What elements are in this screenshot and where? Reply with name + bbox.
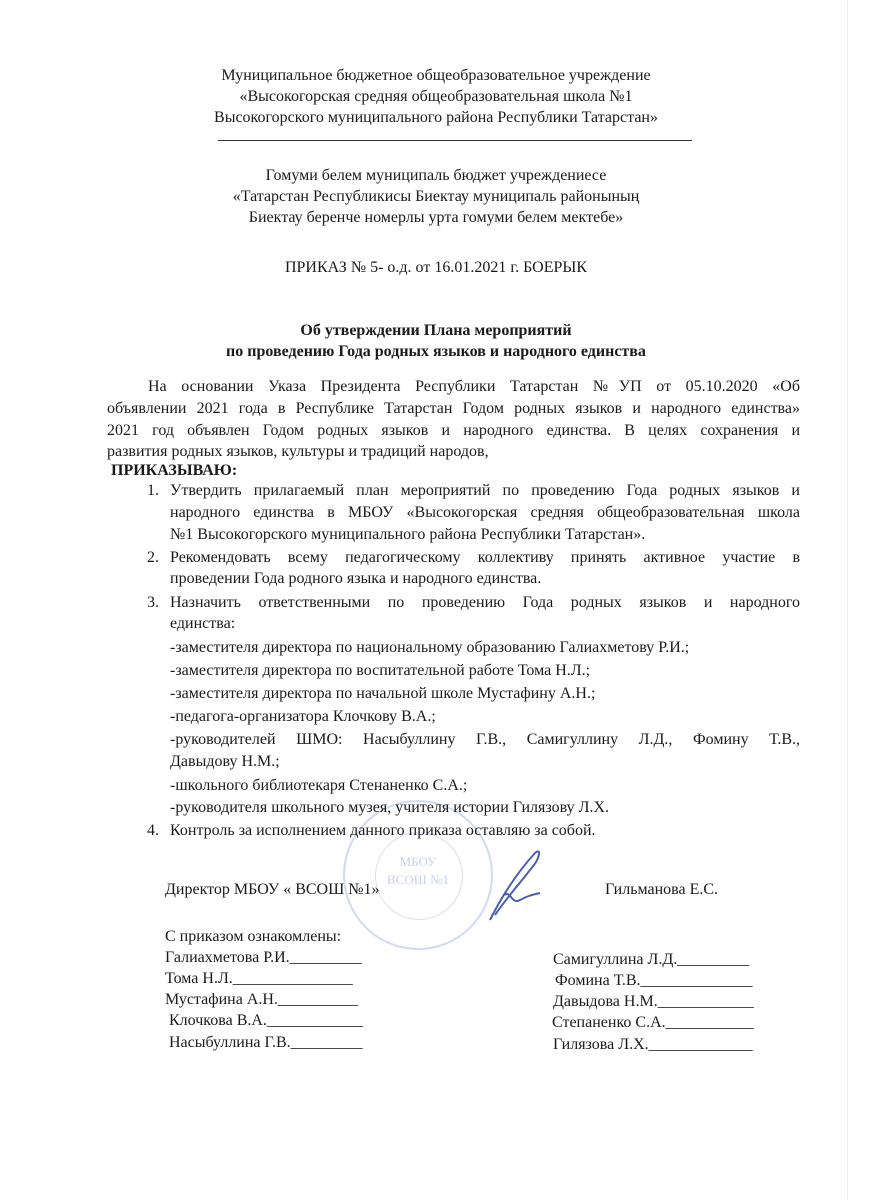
item-line: единства:	[170, 615, 236, 632]
item-line: -педагога-организатора Клочкову В.А.;	[170, 708, 436, 725]
item-line: -руководителя школьного музея, учителя истории Гилязову Л.Х.	[170, 799, 609, 816]
preamble-line: развития родных языков, культуры и традиций народов,	[107, 443, 489, 460]
acquainted-left: Клочкова В.А.____________	[169, 1012, 363, 1029]
director-signature	[480, 845, 560, 925]
acquainted-left: Мустафина А.Н.__________	[165, 991, 358, 1008]
item-line: Назначить ответственными по проведению Года родных языков и народного	[170, 594, 800, 611]
item-number: 2.	[147, 549, 159, 566]
stamp-text: МБОУ	[399, 854, 437, 869]
header-line: Муниципальное бюджетное общеобразовательное учреждение	[221, 67, 651, 84]
item-line: -заместителя директора по начальной школе Мустафину А.Н.;	[170, 685, 596, 702]
director-name: Гильманова Е.С.	[605, 881, 719, 898]
acquainted-right: Гилязова Л.Х._____________	[553, 1036, 753, 1053]
header-line-tt: Биектау беренче номерлы урта гомуми белем мектебе»	[248, 209, 624, 226]
acquainted-label: С приказом ознакомлены:	[165, 928, 342, 945]
item-line: Рекомендовать всему педагогическому коллективу принять активное участие в	[170, 549, 800, 566]
header-line-tt: «Татарстан Республикисы Биектау муниципаль районының	[232, 188, 640, 205]
document-title: Об утверждении Плана мероприятий	[300, 322, 572, 339]
acquainted-left: Тома Н.Л._______________	[165, 970, 353, 987]
preamble-line: 2021 год объявлен Годом родных языков и народного единства. В целях сохранения и	[107, 422, 800, 439]
item-line: Давыдову Н.М.;	[170, 753, 280, 770]
item-line: Контроль за исполнением данного приказа оставляю за собой.	[170, 822, 596, 839]
preamble-line: объявлении 2021 года в Республике Татарстан Годом родных языков и народного единства»	[107, 400, 800, 417]
header-divider	[218, 140, 692, 141]
acquainted-right: Фомина Т.В.______________	[555, 972, 753, 989]
stamp-text: ВСОШ №1	[387, 872, 449, 887]
item-number: 4.	[147, 822, 159, 839]
acquainted-left: Насыбуллина Г.В._________	[169, 1034, 363, 1051]
header-line-tt: Гомуми белем муниципаль бюджет учреждениесе	[265, 167, 607, 184]
item-line: народного единства в МБОУ «Высокогорская средняя общеобразовательная школа	[170, 504, 800, 521]
document-title: по проведению Года родных языков и народного единства	[226, 343, 646, 360]
acquainted-left: Галиахметова Р.И._________	[165, 949, 362, 966]
item-line: -школьного библиотекаря Стенаненко С.А.;	[170, 777, 468, 794]
item-line: №1 Высокогорского муниципального района Республики Татарстан».	[170, 526, 646, 543]
item-number: 3.	[147, 594, 159, 611]
order-word: ПРИКАЗЫВАЮ:	[111, 462, 238, 479]
header-line: «Высокогорская средняя общеобразовательная школа №1	[239, 88, 633, 105]
director-title: Директор МБОУ « ВСОШ №1»	[165, 881, 380, 898]
order-number: ПРИКАЗ № 5- о.д. от 16.01.2021 г. БОЕРЫК	[284, 259, 588, 276]
preamble-line: На основании Указа Президента Республики Татарстан №УП от 05.10.2020 «Об	[148, 378, 800, 395]
item-number: 1.	[147, 482, 159, 499]
acquainted-right: Давыдова Н.М.____________	[553, 993, 754, 1010]
item-line: Утвердить прилагаемый план мероприятий по проведению Года родных языков и	[170, 482, 800, 499]
item-line: проведении Года родного языка и народного единства.	[170, 570, 542, 587]
acquainted-right: Степаненко С.А.___________	[552, 1014, 754, 1031]
item-line: -заместителя директора по воспитательной работе Тома Н.Л.;	[170, 662, 591, 679]
item-line: -руководителей ШМО: Насыбуллину Г.В., Самигуллину Л.Д., Фомину Т.В.,	[170, 731, 800, 748]
header-line: Высокогорского муниципального района Республики Татарстан»	[214, 109, 658, 126]
acquainted-right: Самигуллина Л.Д._________	[553, 951, 750, 968]
item-line: -заместителя директора по национальному образованию Галиахметову Р.И.;	[170, 639, 690, 656]
